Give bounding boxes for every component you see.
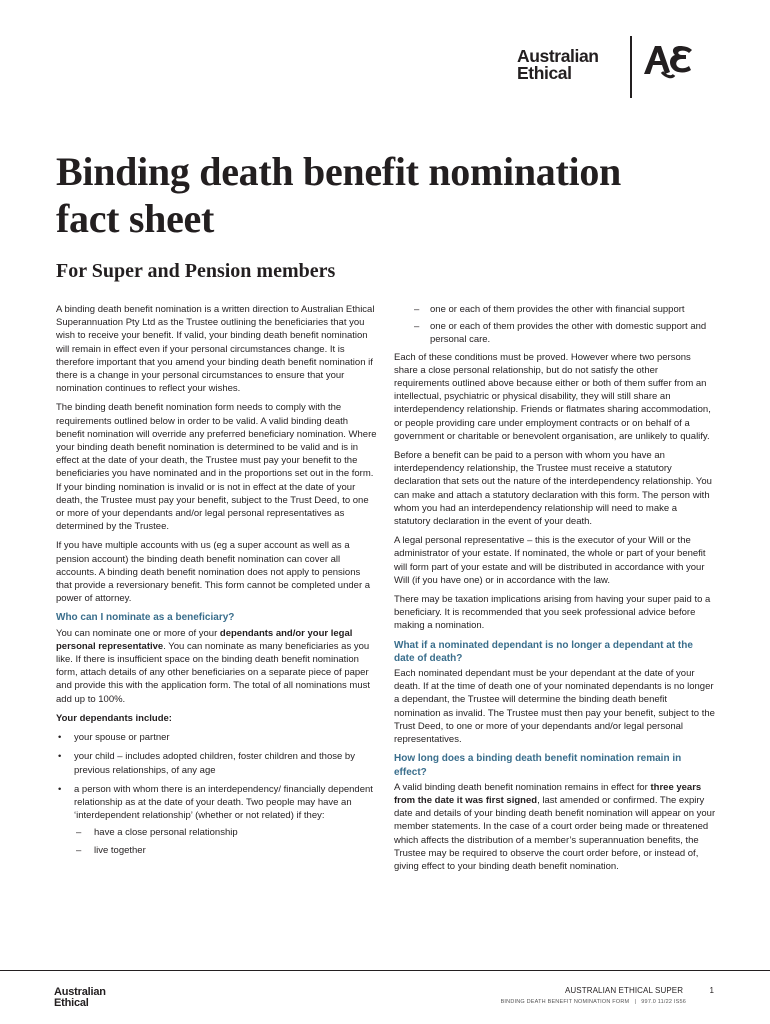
left-column	[56, 303, 378, 863]
section-heading-how-long: How long does a binding death benefit nomination remain in effect?	[394, 753, 682, 778]
page-subtitle: For Super and Pension members	[56, 260, 336, 282]
footer-logo: Australian Ethical	[54, 986, 106, 1009]
brand-wordmark: Australian Ethical	[517, 46, 599, 83]
section-heading-who-can-nominate: Who can I nominate as a beneficiary?	[56, 612, 235, 624]
list-item: – one or each of them provides the other with financial support	[412, 303, 716, 316]
right-column	[394, 303, 716, 879]
dependants-heading: Your dependants include:	[56, 712, 172, 724]
taxation-paragraph: There may be taxation implications arising from having your super paid to a beneficiary. It is recommended that you seek professional advice before making a nomination.	[394, 594, 711, 632]
footer-company: AUSTRALIAN ETHICAL SUPER	[564, 986, 684, 995]
brand-divider	[630, 36, 632, 98]
brand-logo	[517, 36, 717, 98]
multiple-accounts-paragraph: If you have multiple accounts with us (eg a super account as well as a pension account) the binding death benefit nomination can cover all accounts. A binding death benefit nomination does not apply to pensions that provide a reversionary benefit. This form cannot be completed under a power of attorney.	[56, 540, 371, 605]
list-item: – have a close personal relationship	[74, 826, 378, 839]
intro-paragraph: A binding death benefit nomination is a written direction to Australian Ethical Superannuation Pty Ltd as the Trustee outlining the beneficiaries that you wish to receive your benefit. If valid, your binding death benefit nomination will remain in effect even if your personal circumstances change. It is therefore important that you amend your binding death benefit nomination if there is a change in your personal circumstances to ensure that your nomination continues to reflect your wishes.	[56, 304, 375, 395]
conditions-paragraph: Each of these conditions must be proved. However where two persons share a close personal relationship, but do not satisfy the other requirements outlined above because either or both of them suffer from an intellectual, psychiatric or physical disability, they will still share an interdependency relationship. Friends or flatmates sharing accommodation, or people providing care under employment contracts or on behalf of a government or charitable or benevolent organisation, are unlikely to qualify.	[394, 351, 711, 442]
interdependency-conditions-list-continued	[412, 303, 716, 347]
list-item: – live together	[74, 844, 378, 857]
footer-form-reference: BINDING DEATH BENEFIT NOMINATION FORM | 997.0 11/22 IS56	[500, 999, 686, 1005]
list-item: • your spouse or partner	[56, 731, 378, 744]
page-number: 1	[709, 986, 714, 995]
section-heading-no-longer-dependant: What if a nominated dependant is no longer a dependant at the date of death?	[394, 639, 693, 664]
ae-monogram-icon	[642, 42, 698, 82]
duration-paragraph: A valid binding death benefit nomination remains in effect for three years from the date it was first signed, last amended or confirmed. The expiry date and details of your binding death benefit nomination will appear on your member statements. In the case of a court order being made or threatened which affects the distribution of a member’s superannuation benefits, the Trustee may be required to observe the court order before, or instead of, giving effect to your binding death benefit nomination.	[394, 781, 716, 872]
list-item: – one or each of them provides the other with domestic support and personal care.	[412, 320, 716, 346]
list-item: • a person with whom there is an interdependency/ financially dependent relationship as at the date of your death. Two people may have an ‘interdependent relationship’ (whether or not related) if they: – have a close personal relationship – live together	[56, 783, 378, 857]
interdependency-conditions-list	[74, 826, 378, 856]
footer-info	[501, 985, 714, 1006]
statutory-declaration-paragraph: Before a benefit can be paid to a person with whom you have an interdependency relationship, the Trustee must receive a statutory declaration that sets out the nature of the interdependency relationship. You can make and attach a statutory declaration with this form. The person with whom you had an interdependency relationship will need to make a statutory declaration in the event of your death.	[394, 450, 712, 528]
no-longer-dependant-paragraph: Each nominated dependant must be your dependant at the date of your death. If at the time of death one of your nominated dependants is no longer a dependant, the Trustee will determine the binding death benefit nomination as invalid. The Trustee must then pay your benefit, subject to the Trust Deed, to one or more of your dependants and/or legal personal representatives.	[394, 668, 715, 746]
requirements-paragraph: The binding death benefit nomination form needs to comply with the requirements outlined below in order to be valid. A valid binding death benefit nomination will override any preferred beneficiary nomination. Where your binding death benefit nomination is determined to be valid and is in effect at the date of your death, the Trustee must pay your benefit to the beneficiaries you have nominated and in the proportions set out in the form. If your binding nomination is invalid or is not in effect at the date of your death, the Trustee must pay your benefit, subject to the Trust Deed, to one or more of your dependants and/or legal personal representatives as determined by the Trustee.	[56, 402, 377, 533]
page-title: Binding death benefit nomination fact sheet	[56, 149, 621, 241]
dependants-list	[56, 731, 378, 857]
list-item: • your child – includes adopted children, foster children and those by previous relationships, of any age	[56, 750, 378, 776]
nominate-paragraph: You can nominate one or more of your dependants and/or your legal personal representative. You can nominate as many beneficiaries as you like. If there is insufficient space on the binding death benefit nomination form, attach details of any other beneficiaries on a separate piece of paper and provide this with the application form. The total of all nominations must add up to 100%.	[56, 627, 371, 705]
footer-divider	[0, 970, 770, 971]
legal-representative-paragraph: A legal personal representative – this is the executor of your Will or the administrator of your estate. If nominated, the whole or part of your benefit will form part of your estate and will be distributed in accordance with your Will (if you have one) or in accordance with the law.	[394, 535, 706, 586]
